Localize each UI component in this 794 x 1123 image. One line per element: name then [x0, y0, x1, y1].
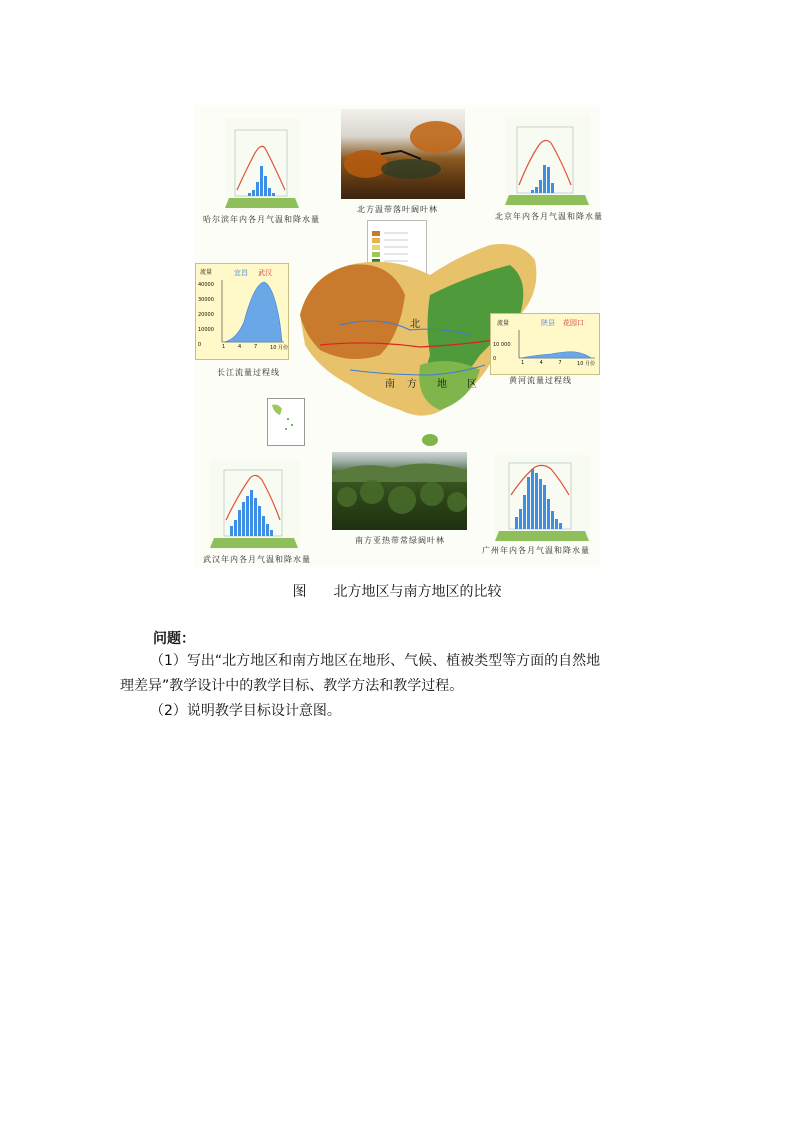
- north-forest-label: 北方温带落叶阔叶林: [357, 205, 438, 214]
- yangtze-city: 武汉: [258, 269, 272, 277]
- month-tick: 7: [254, 344, 258, 350]
- wuhan-chart-label: 武汉年内各月气温和降水量: [203, 555, 311, 564]
- map-label-qu: 区: [467, 379, 477, 390]
- map-label-south: 南: [385, 379, 395, 390]
- yangtze-ytick: 40000: [198, 282, 214, 288]
- month-tick: 10 月份: [577, 361, 595, 367]
- guangzhou-chart-label: 广州年内各月气温和降水量: [482, 546, 590, 555]
- figure-caption: [0, 581, 794, 601]
- yangtze-flow-chart: [195, 263, 289, 360]
- beijing-climate-chart: [505, 115, 590, 207]
- harbin-chart-label: 哈尔滨年内各月气温和降水量: [203, 215, 320, 224]
- yangtze-station: 宜昌: [234, 269, 248, 277]
- yellow-flow-unit: 流量: [497, 320, 510, 327]
- beijing-chart-graphic: [505, 115, 590, 207]
- month-tick: 4: [539, 360, 543, 366]
- map-label-north: 北: [410, 319, 420, 330]
- yangtze-xticks: [222, 344, 288, 351]
- yellow-flow-chart: [490, 313, 600, 375]
- month-tick: 1: [222, 344, 226, 350]
- yellow-chart-label: 黄河流量过程线: [509, 376, 572, 385]
- yellow-city: 花园口: [563, 319, 584, 327]
- month-tick: 4: [238, 344, 242, 350]
- yangtze-ytick: 0: [198, 342, 202, 348]
- guangzhou-climate-chart: [495, 455, 590, 543]
- yellow-xticks: [521, 360, 595, 367]
- month-tick: 7: [558, 360, 562, 366]
- wuhan-climate-chart: [210, 460, 300, 550]
- month-tick: 1: [521, 360, 525, 366]
- yangtze-ytick: 30000: [198, 297, 214, 303]
- yangtze-flow-unit: 流量: [200, 269, 213, 276]
- wuhan-chart-graphic: [210, 460, 300, 550]
- north-forest-photo: [341, 109, 465, 199]
- yellow-station: 陕县: [541, 319, 555, 327]
- month-tick: 10 月份: [270, 345, 288, 351]
- guangzhou-chart-graphic: [495, 455, 590, 543]
- harbin-climate-chart: [225, 118, 300, 210]
- map-label-di: 地: [437, 379, 447, 390]
- south-sea-inset: [267, 398, 305, 446]
- question-2: （2）说明教学目标设计意图。: [150, 703, 341, 719]
- yangtze-ytick: 20000: [198, 312, 214, 318]
- yellow-ytick: 0: [493, 356, 497, 362]
- map-label-fang: 方: [407, 379, 417, 390]
- yangtze-ytick: 10000: [198, 327, 214, 333]
- beijing-chart-label: 北京年内各月气温和降水量: [495, 212, 603, 221]
- south-forest-label: 南方亚热带常绿阔叶林: [355, 536, 445, 545]
- south-forest-photo: [332, 452, 467, 530]
- question-1-line-1: （1）写出“北方地区和南方地区在地形、气候、植被类型等方面的自然地: [150, 653, 601, 669]
- comparison-figure: [195, 105, 603, 567]
- questions-heading: 问题：: [153, 631, 195, 647]
- question-1-line-2: 理差异”教学设计中的教学目标、教学方法和教学过程。: [120, 678, 464, 694]
- yangtze-chart-label: 长江流量过程线: [217, 368, 280, 377]
- harbin-chart-graphic: [225, 118, 300, 210]
- yellow-ytick: 10 000: [493, 342, 511, 348]
- figure-caption-prefix: 图: [292, 584, 307, 600]
- figure-caption-text: 北方地区与南方地区的比较: [333, 584, 502, 600]
